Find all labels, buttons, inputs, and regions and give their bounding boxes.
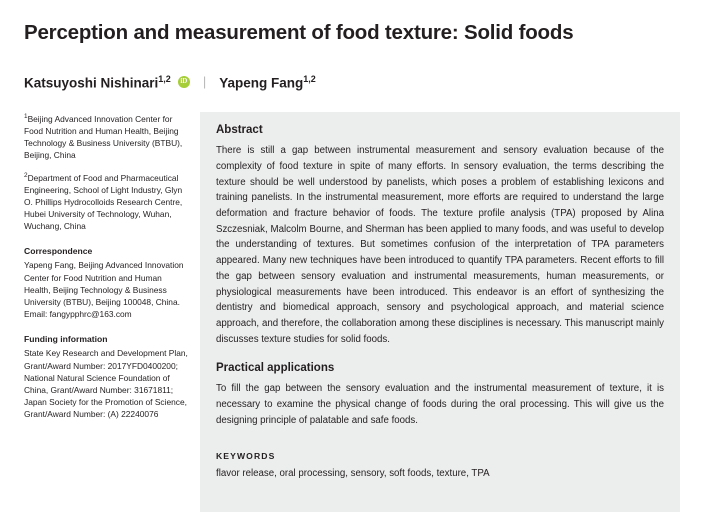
correspondence-text bbox=[24, 259, 188, 320]
correspondence-address: Yapeng Fang, Beijing Advanced Innovation Center for Food Nutrition and Human Health, Beijing Technology & Business University (BTBU), Beijing 100048, China. bbox=[24, 260, 184, 307]
author-2-affiliation-marks: 1,2 bbox=[303, 73, 316, 84]
author-1-affiliation-marks: 1,2 bbox=[158, 73, 171, 84]
author-separator: | bbox=[202, 74, 207, 90]
funding-text: State Key Research and Development Plan, Grant/Award Number: 2017YFD0400200; National Natural Science Foundation of China, Grant/Award Number: 31671811; Japan Society for the Promotion of Science, Grant/Award Number: (A) 22240076 bbox=[24, 348, 188, 420]
practical-applications-heading: Practical applications bbox=[216, 362, 335, 375]
metadata-column bbox=[24, 112, 200, 420]
page-title: Perception and measurement of food texture: Solid foods bbox=[24, 21, 574, 44]
author-1-name: Katsuyoshi Nishinari bbox=[24, 75, 159, 91]
affiliation-2-mark: 2 bbox=[24, 171, 28, 179]
keywords-heading: KEYWORDS bbox=[216, 450, 276, 461]
affiliation-1-mark: 1 bbox=[24, 113, 28, 121]
keywords-list: flavor release, oral processing, sensory, soft foods, texture, TPA bbox=[216, 467, 490, 479]
author-2 bbox=[219, 74, 316, 91]
practical-applications-body: To fill the gap between the sensory evaluation and the instrumental measurement of texture, it is necessary to examine the physical change of foods during the oral processing. This will give us the designing principle of palatable and safe foods. bbox=[216, 383, 664, 426]
correspondence-heading: Correspondence bbox=[24, 246, 93, 257]
funding-heading: Funding information bbox=[24, 334, 108, 345]
affiliation-2-text: Department of Food and Pharmaceutical Engineering, School of Light Industry, Glyn O. Phillips Hydrocolloids Research Centre, Hubei University of Technology, Wuhan, Wuchang, China bbox=[24, 172, 183, 232]
affiliation-1-text: Beijing Advanced Innovation Center for Food Nutrition and Human Health, Beijing Technology & Business University (BTBU), Beijing, China bbox=[24, 113, 183, 161]
abstract-body: There is still a gap between instrumental measurement and sensory evaluation because of the complexity of food texture in spite of many efforts. In sensory evaluation, the terms describing the texture should be well understood by panelists, which poses a problem of establishing lexicons and training panelists. In the instrumental measurement, more efforts are required to understand the large deformation and fracture behavior of foods. The texture profile analysis (TPA) proposed by Alina Szczesniak, Malcolm Bourne, and Sherman has been applied to many foods, and was useful to develop the understanding of textures. But sometimes confusion of the interpretation of TPA parameters appeared. Many new techniques have been introduced to quantify TPA parameters. Recent efforts to fill the gap between sensory evaluation and instrumental measurements, human measurements, or physiological measurements have been introduced. This endeavor is an effort of synthesizing the dentistry and biomedical approach, sensory and psychological approach, and material science approach, and therefore, the collaboration among these disciplines is necessary. This manuscript mainly discusses texture studies for solid foods. bbox=[216, 145, 664, 345]
abstract-heading: Abstract bbox=[216, 124, 263, 137]
content-columns bbox=[24, 112, 680, 512]
affiliation-1 bbox=[24, 112, 188, 162]
author-list bbox=[24, 74, 680, 91]
author-1 bbox=[24, 74, 171, 91]
abstract-panel bbox=[200, 112, 680, 512]
correspondence-email[interactable]: Email: fangypphrc@163.com bbox=[24, 309, 132, 320]
affiliation-2 bbox=[24, 171, 188, 233]
orcid-icon[interactable]: iD bbox=[178, 76, 190, 88]
author-2-name: Yapeng Fang bbox=[219, 75, 304, 91]
